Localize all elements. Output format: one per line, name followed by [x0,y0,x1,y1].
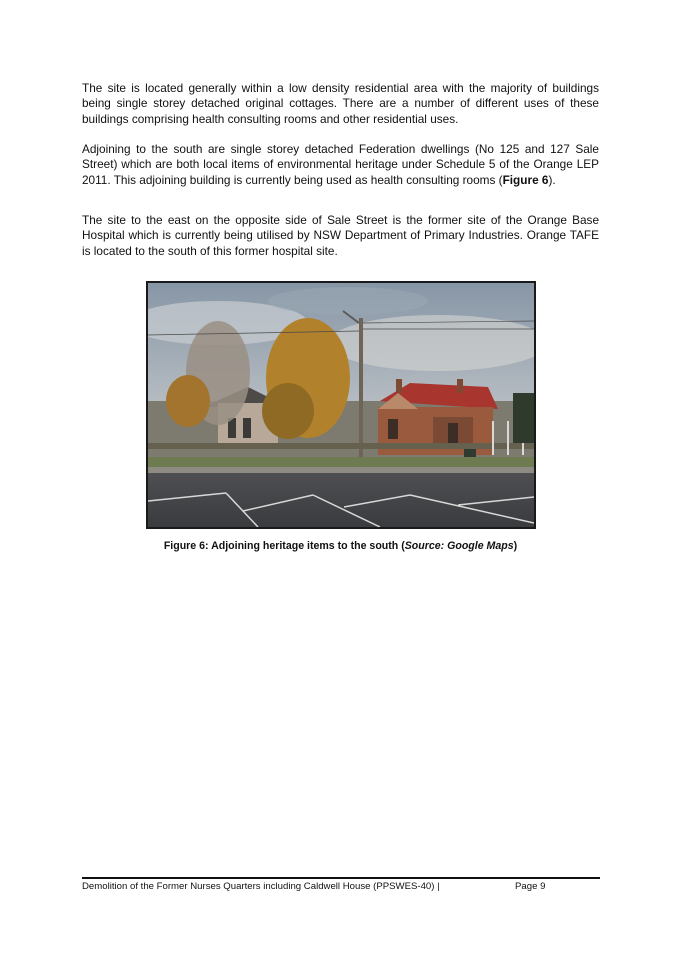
paragraph-adjoining-south-text: Adjoining to the south are single storey detached Federation dwellings (No 125 and 127 Sale Street) which are both local items of environmental heritage under Schedule 5 of the Orange LEP 2011. This adjoining building is currently being used as health consulting rooms ( [82,142,599,187]
figure-caption [82,540,599,552]
paragraph-adjoining-south-end: ). [548,172,556,187]
paragraph-site-context: The site is located generally within a low density residential area with the majority of buildings being single storey detached original cottages. There are a number of different uses of these buildings comprising health consulting rooms and other residential uses. [82,81,599,126]
paragraph-adjoining-south [82,142,599,188]
page-footer [82,881,600,895]
footer-page-number: Page 9 [515,881,546,892]
paragraph-east-site: The site to the east on the opposite side of Sale Street is the former site of the Orange Base Hospital which is currently being utilised by NSW Department of Primary Industries. Orange TAFE is located to the south of this former hospital site. [82,213,599,258]
figure-reference: Figure 6 [502,172,549,187]
footer-divider [82,877,600,879]
street-photo-illustration [148,283,534,527]
footer-document-title: Demolition of the Former Nurses Quarters including Caldwell House (PPSWES-40) | [82,881,440,892]
figure-caption-suffix: ) [513,540,518,552]
figure-caption-prefix: Figure 6: Adjoining heritage items to the south ( [163,540,405,552]
figure-caption-source: Source: Google Maps [404,540,514,552]
street-photo [146,281,536,529]
